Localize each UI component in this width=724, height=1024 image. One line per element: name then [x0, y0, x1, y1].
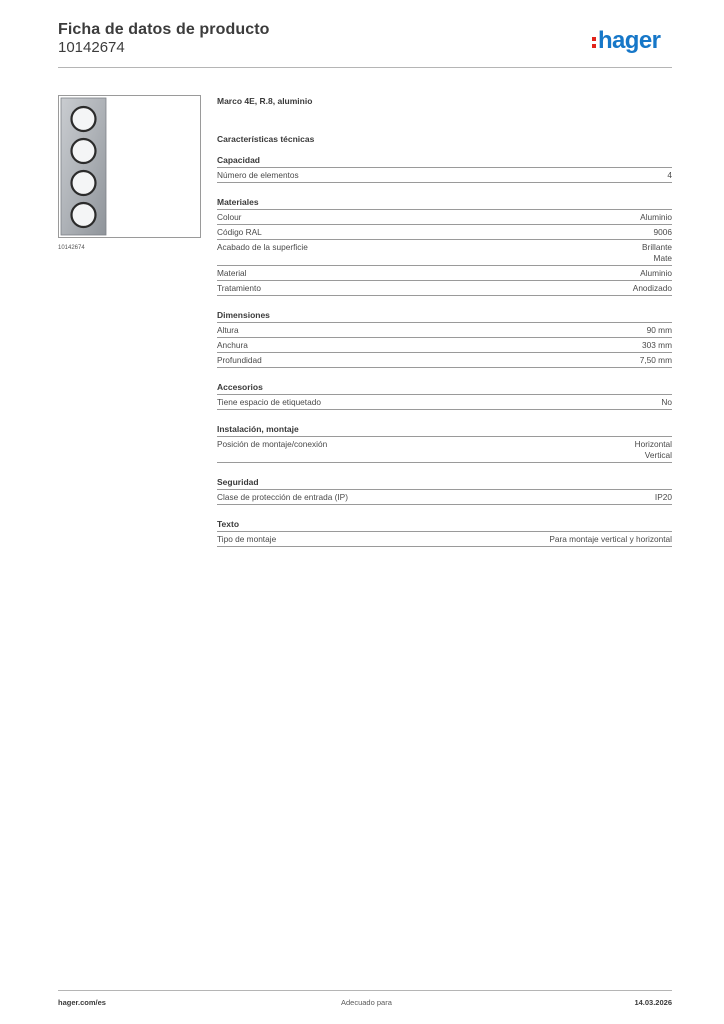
- spec-section: [217, 477, 672, 505]
- spec-row: [217, 281, 672, 296]
- spec-value: Anodizado: [632, 283, 672, 293]
- spec-value: 90 mm: [646, 325, 672, 335]
- spec-row: [217, 353, 672, 368]
- spec-row: [217, 490, 672, 505]
- spec-section: [217, 382, 672, 410]
- product-name: Marco 4E, R.8, aluminio: [217, 96, 313, 106]
- spec-label: Material: [217, 268, 247, 278]
- spec-section: [217, 197, 672, 296]
- spec-values: [667, 170, 672, 181]
- spec-value: 303 mm: [642, 340, 672, 350]
- specifications: [217, 96, 672, 561]
- spec-values: [642, 340, 672, 351]
- spec-label: Tipo de montaje: [217, 534, 277, 544]
- spec-value: Aluminio: [640, 268, 672, 278]
- spec-values: [633, 283, 672, 294]
- spec-row: [217, 225, 672, 240]
- footer-date: 14.03.2026: [634, 998, 672, 1007]
- spec-value: Para montaje vertical y horizontal: [549, 534, 672, 544]
- spec-values: [640, 212, 672, 223]
- spec-label: Tratamiento: [217, 283, 261, 293]
- spec-value: IP20: [654, 492, 672, 502]
- spec-section: [217, 155, 672, 183]
- section-title: Accesorios: [217, 382, 672, 395]
- spec-value: 7,50 mm: [639, 355, 672, 365]
- spec-label: Altura: [217, 325, 239, 335]
- spec-value: Aluminio: [640, 212, 672, 222]
- spec-label: Clase de protección de entrada (IP): [217, 492, 348, 502]
- spec-value: Mate: [653, 253, 672, 263]
- section-title: Materiales: [217, 197, 672, 210]
- spec-values: [635, 439, 672, 461]
- spec-label: Tiene espacio de etiquetado: [217, 397, 321, 407]
- spec-label: Posición de montaje/conexión: [217, 439, 328, 449]
- section-title: Seguridad: [217, 477, 672, 490]
- spec-row: [217, 168, 672, 183]
- spec-section: [217, 310, 672, 368]
- spec-values: [661, 397, 672, 408]
- spec-row: [217, 210, 672, 225]
- section-title: Capacidad: [217, 155, 672, 168]
- spec-label: Colour: [217, 212, 242, 222]
- image-caption: 10142674: [58, 245, 85, 251]
- spec-value: 9006: [653, 227, 672, 237]
- spec-label: Número de elementos: [217, 170, 299, 180]
- product-number: 10142674: [58, 39, 125, 56]
- spec-row: [217, 323, 672, 338]
- section-title: Texto: [217, 519, 672, 532]
- spec-sections: [217, 155, 672, 547]
- spec-values: [647, 325, 672, 336]
- spec-row: [217, 240, 672, 266]
- spec-value: Horizontal: [634, 439, 672, 449]
- spec-value: No: [661, 397, 672, 407]
- spec-values: [640, 268, 672, 279]
- spec-row: [217, 437, 672, 463]
- spec-row: [217, 266, 672, 281]
- spec-label: Profundidad: [217, 355, 262, 365]
- spec-row: [217, 338, 672, 353]
- product-image: [58, 95, 201, 238]
- spec-section: [217, 424, 672, 463]
- logo-wordmark: hager: [598, 27, 661, 54]
- spec-row: [217, 532, 672, 547]
- footer-divider: [58, 990, 672, 991]
- footer-website[interactable]: hager.com/es: [58, 998, 106, 1007]
- spec-values: [655, 492, 672, 503]
- spec-label: Anchura: [217, 340, 248, 350]
- spec-values: [654, 227, 672, 238]
- section-title: Dimensiones: [217, 310, 672, 323]
- footer-suitable-for: Adecuado para: [341, 998, 392, 1007]
- spec-value: 4: [667, 170, 672, 180]
- characteristics-heading: Características técnicas: [217, 134, 315, 144]
- spec-row: [217, 395, 672, 410]
- hager-logo: [592, 27, 660, 55]
- spec-values: [549, 534, 672, 545]
- page-title: Ficha de datos de producto: [58, 21, 270, 38]
- spec-value: Vertical: [644, 450, 672, 460]
- header-divider: [58, 67, 672, 68]
- spec-values: [640, 355, 672, 366]
- spec-value: Brillante: [642, 242, 672, 252]
- spec-values: [642, 242, 672, 264]
- spec-section: [217, 519, 672, 547]
- frame-4-gang-image: [59, 96, 200, 237]
- spec-label: Acabado de la superficie: [217, 242, 308, 252]
- section-title: Instalación, montaje: [217, 424, 672, 437]
- spec-label: Código RAL: [217, 227, 262, 237]
